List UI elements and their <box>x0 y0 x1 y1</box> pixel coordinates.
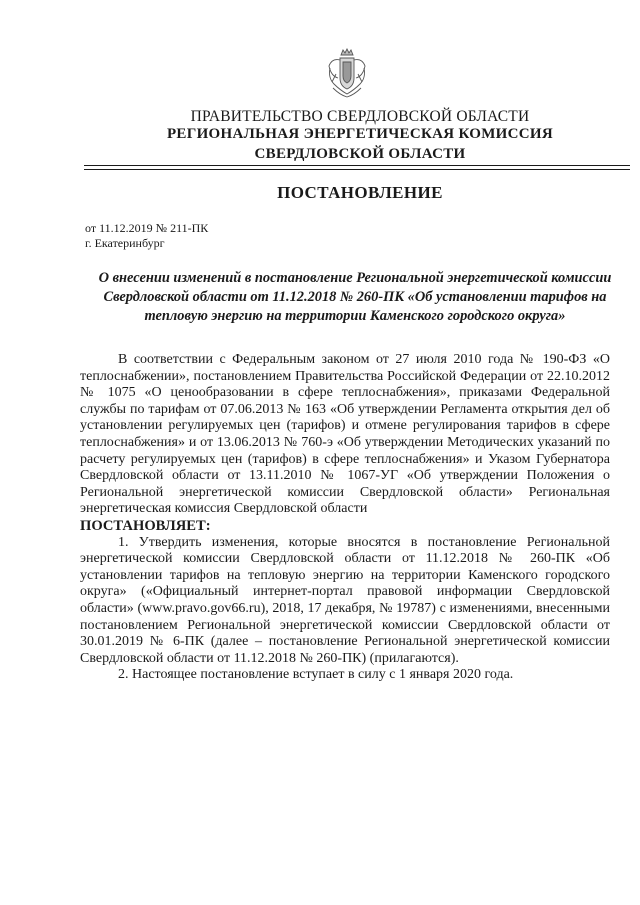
item-1-paragraph: 1. Утвердить изменения, которые вносятся в постановление Региональной энергетической комиссии Свердловской области от 11.12.2018 № 260-ПК «Об установлении тарифов на тепловую энергию на территории Каменского городского округа» («Официальный интернет-портал правовой информации Свердловской области» (www.pravo.gov66.ru), 2018, 17 декабря, № 19787) с изменениями, внесенными постановлением Региональной энергетической комиссии Свердловской области от 30.01.2019 № 6-ПК (далее – постановление Региональной энергетической комиссии Свердловской области от 11.12.2018 № 260-ПК) (прилагаются). <box>80 534 610 666</box>
government-title: ПРАВИТЕЛЬСТВО СВЕРДЛОВСКОЙ ОБЛАСТИ <box>190 108 530 125</box>
document-date-number: от 11.12.2019 № 211-ПК <box>85 221 209 235</box>
preamble-paragraph: В соответствии с Федеральным законом от 27 июля 2010 года № 190-ФЗ «О теплоснабжении», постановлением Правительства Российской Федерации от 22.10.2012 № 1075 «О ценообразовании в сфере теплоснабжения», приказами Федеральной службы по тарифам от 07.06.2013 № 163 «Об утверждении Регламента открытия дел об установлении регулируемых цен (тарифов) и отмене регулирования тарифов в сфере теплоснабжения» и от 13.06.2013 № 760-э «Об утверждении Методических указаний по расчету регулируемых цен (тарифов) в сфере теплоснабжения» и Указом Губернатора Свердловской области от 13.11.2010 № 1067-УГ «Об утверждении Положения о Региональной энергетической комиссии Свердловской области» Региональная энергетическая комиссия Свердловской области <box>80 352 610 517</box>
header-divider-thick <box>84 165 630 166</box>
item-2-paragraph: 2. Настоящее постановление вступает в силу с 1 января 2020 года. <box>118 667 514 683</box>
coat-of-arms-icon <box>326 48 368 100</box>
document-body <box>80 352 610 684</box>
document-type: ПОСТАНОВЛЕНИЕ <box>277 183 443 202</box>
document-subject: О внесении изменений в постановление Региональной энергетической комиссии Свердловской области от 11.12.2018 № 260-ПК «Об установлении тарифов на тепловую энергию на территории Каменского городского округа» <box>98 270 612 324</box>
commission-title-line2: СВЕРДЛОВСКОЙ ОБЛАСТИ <box>254 146 466 162</box>
commission-title-line1: РЕГИОНАЛЬНАЯ ЭНЕРГЕТИЧЕСКАЯ КОМИССИЯ <box>166 126 554 142</box>
header-divider-thin <box>84 169 630 170</box>
decree-word: ПОСТАНОВЛЯЕТ: <box>80 517 211 534</box>
document-city: г. Екатеринбург <box>85 236 165 250</box>
